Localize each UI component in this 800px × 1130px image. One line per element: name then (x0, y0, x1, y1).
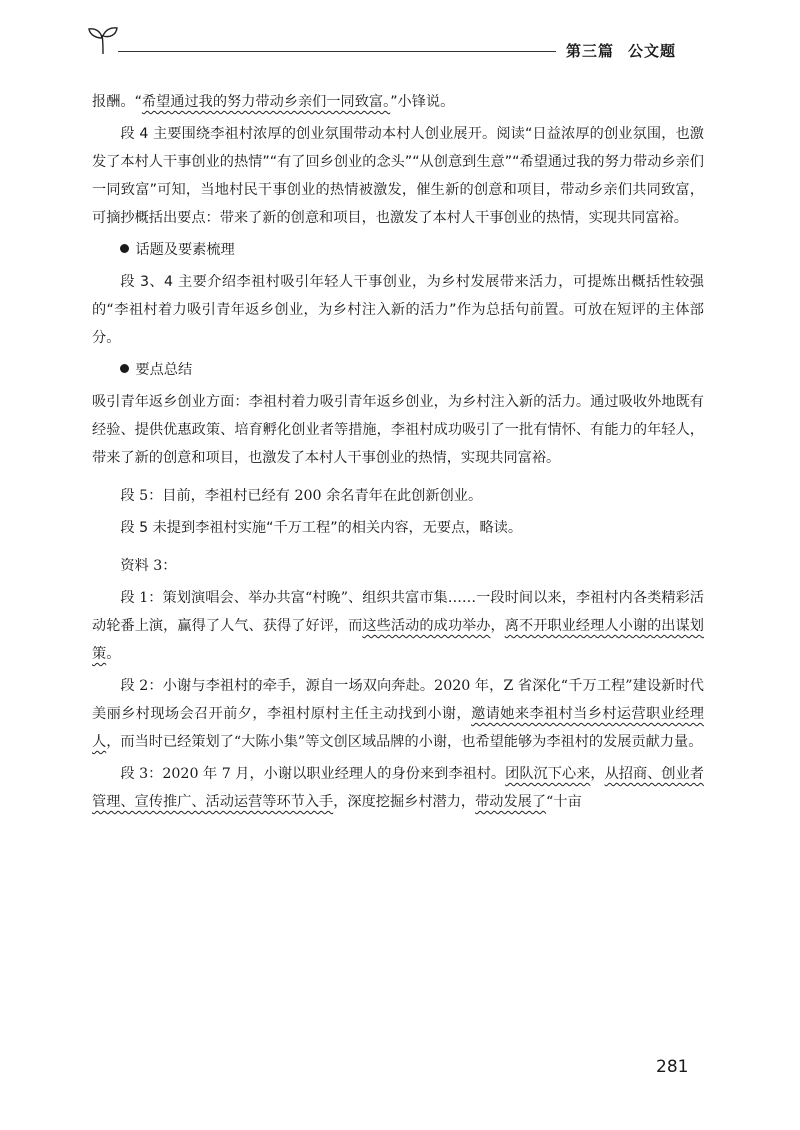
paragraph-4: 吸引青年返乡创业方面：李祖村着力吸引青年返乡创业，为乡村注入新的活力。通过吸收外地既有经验、提供优惠政策、培育孵化创业者等措施，李祖村成功吸引了一批有情怀、有能力的年轻人，带来了新的创意和项目，也激发了本村人干事创业的热情，实现共同富裕。 (92, 394, 704, 466)
paragraph-1: 报酬。“希望通过我的努力带动乡亲们一同致富。”小锋说。 (92, 94, 455, 110)
part-title: 第三篇 (566, 42, 615, 60)
quote-underlined: 希望通过我的努力带动乡亲们一同致富。 (141, 94, 391, 110)
bullet-icon (120, 244, 129, 253)
header-rule (118, 51, 556, 52)
paragraph-2: 段 4 主要围绕李祖村浓厚的创业氛围带动本村人创业展开。阅读“日益浓厚的创业氛围，也激发了本村人干事创业的热情”“有了回乡创业的念头”“从创意到生意”“希望通过我的努力带动乡亲们一同致富”可知，当地村民干事创业的热情被激发，催生新的创意和项目，带动乡亲们共同致富，可摘抄概括出要点：带来了新的创意和项目，也激发了本村人干事创业的热情，实现共同富裕。 (92, 126, 704, 226)
heading-topic-elements: 话题及要素梳理 (92, 236, 704, 264)
sprout-icon (86, 24, 120, 56)
paragraph-6: 段 5 未提到李祖村实施“千万工程”的相关内容，无要点，略读。 (120, 520, 523, 536)
material-paragraph-1: 段 1：策划演唱会、举办共富“村晚”、组织共富市集……一段时间以来，李祖村内各类精彩活动轮番上演，赢得了人气、获得了好评，而这些活动的成功举办，离不开职业经理人小谢的出谋划策。 (92, 590, 704, 662)
page-body (92, 88, 704, 820)
heading-key-points: 要点总结 (92, 356, 704, 384)
running-head (566, 40, 676, 61)
material-paragraph-2: 段 2：小谢与李祖村的牵手，源自一场双向奔赴。2020 年，Z 省深化“千万工程”建设新时代美丽乡村现场会召开前夕，李祖村原村主任主动找到小谢，邀请她来李祖村当乡村运营职业经理人，而当时已经策划了“大陈小集”等文创区域品牌的小谢，也希望能够为李祖村的发展贡献力量。 (92, 678, 704, 750)
paragraph-5: 段 5：目前，李祖村已经有 200 余名青年在此创新创业。 (120, 488, 483, 504)
material-label: 资料 3： (120, 558, 177, 574)
bullet-icon (120, 364, 129, 373)
paragraph-3: 段 3、4 主要介绍李祖村吸引年轻人干事创业，为乡村发展带来活力，可提炼出概括性较强的“李祖村着力吸引青年返乡创业，为乡村注入新的活力”作为总括句前置。可放在短评的主体部分。 (92, 274, 704, 346)
material-paragraph-3: 段 3：2020 年 7 月，小谢以职业经理人的身份来到李祖村。团队沉下心来，从招商、创业者管理、宣传推广、活动运营等环节入手，深度挖掘乡村潜力，带动发展了“十亩 (92, 766, 704, 810)
section-title: 公文题 (628, 42, 677, 60)
page-number: 281 (656, 1057, 689, 1077)
